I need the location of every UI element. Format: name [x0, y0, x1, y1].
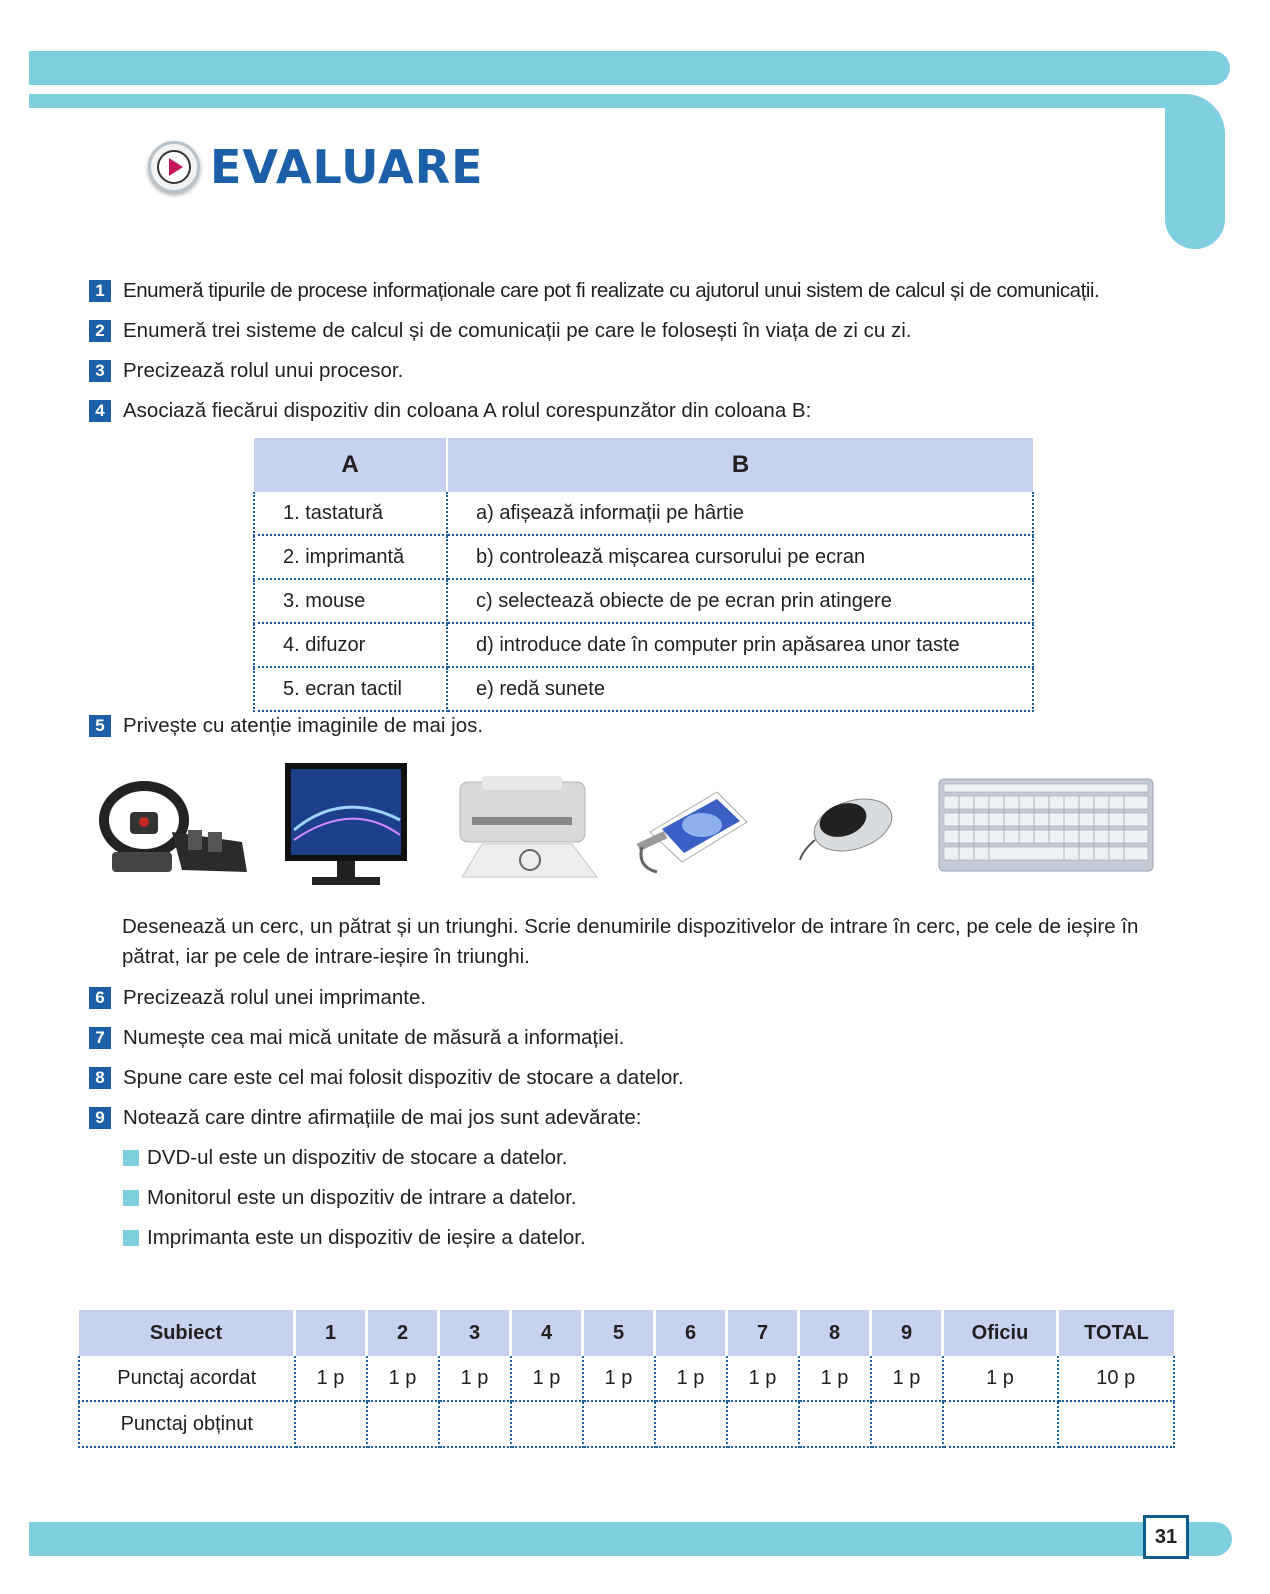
top-band	[29, 51, 1230, 85]
role-cell: d) introduce date în computer prin apăsarea unor taste	[447, 623, 1033, 667]
score-input-cell[interactable]	[727, 1401, 799, 1447]
statement-item	[123, 1146, 567, 1170]
score-cell: 1 p	[943, 1356, 1058, 1401]
question-text: Precizează rolul unui procesor.	[123, 359, 404, 382]
statement-item	[123, 1226, 586, 1250]
score-input-cell[interactable]	[439, 1401, 511, 1447]
device-cell: 1. tastatură	[254, 492, 447, 535]
header-cell: 5	[583, 1310, 655, 1356]
monitor-icon	[282, 760, 412, 890]
score-table	[78, 1310, 1175, 1448]
role-cell: c) selectează obiecte de pe ecran prin atingere	[447, 579, 1033, 623]
question-5	[89, 711, 483, 741]
header-cell: 2	[367, 1310, 439, 1356]
device-cell: 5. ecran tactil	[254, 667, 447, 711]
score-cell: 1 p	[871, 1356, 943, 1401]
header-cell: 4	[511, 1310, 583, 1356]
column-a-header: A	[254, 438, 447, 492]
score-input-cell[interactable]	[655, 1401, 727, 1447]
question-number: 2	[89, 320, 111, 342]
score-cell: 1 p	[583, 1356, 655, 1401]
table-row	[79, 1356, 1174, 1401]
table-row	[254, 492, 1033, 535]
score-input-cell[interactable]	[943, 1401, 1058, 1447]
question-5-instruction: Desenează un cerc, un pătrat și un triunghi. Scrie denumirile dispozitivelor de intrare în cerc, pe cele de ieșire în pătrat, iar pe cele de intrare-ieșire în triunghi.	[122, 915, 1139, 968]
header-cell: 8	[799, 1310, 871, 1356]
question-2	[89, 316, 911, 346]
question-3	[89, 356, 403, 386]
header-cell: TOTAL	[1058, 1310, 1175, 1356]
matching-table	[253, 438, 1034, 712]
question-text: Precizează rolul unei imprimante.	[123, 986, 427, 1009]
role-cell: b) controlează mișcarea cursorului pe ecran	[447, 535, 1033, 579]
steering-wheel-icon	[92, 772, 252, 882]
question-9	[89, 1103, 641, 1133]
statement-text: Imprimanta este un dispozitiv de ieșire a datelor.	[147, 1226, 586, 1249]
statement-item	[123, 1186, 577, 1210]
header-cell: Oficiu	[943, 1310, 1058, 1356]
question-6	[89, 983, 426, 1013]
question-7	[89, 1023, 624, 1053]
printer-icon	[452, 772, 602, 887]
score-input-cell[interactable]	[1058, 1401, 1175, 1447]
score-header-row	[79, 1310, 1174, 1356]
modem-icon	[632, 777, 752, 882]
header-cell: 3	[439, 1310, 511, 1356]
row-label: Punctaj obținut	[79, 1401, 295, 1447]
score-cell: 1 p	[511, 1356, 583, 1401]
header-cell: 7	[727, 1310, 799, 1356]
role-cell: e) redă sunete	[447, 667, 1033, 711]
device-images	[0, 752, 1270, 902]
question-number: 7	[89, 1027, 111, 1049]
score-input-cell[interactable]	[583, 1401, 655, 1447]
question-number: 5	[89, 715, 111, 737]
column-b-header: B	[447, 438, 1033, 492]
header-cell: 9	[871, 1310, 943, 1356]
score-cell: 1 p	[439, 1356, 511, 1401]
checkbox-square-icon[interactable]	[123, 1150, 139, 1166]
score-cell: 1 p	[799, 1356, 871, 1401]
statement-text: Monitorul este un dispozitiv de intrare a datelor.	[147, 1186, 577, 1209]
question-text: Enumeră trei sisteme de calcul și de comunicații pe care le folosești în viața de zi cu zi.	[123, 319, 912, 342]
question-number: 6	[89, 987, 111, 1009]
device-cell: 2. imprimantă	[254, 535, 447, 579]
question-number: 1	[89, 280, 111, 302]
row-label: Punctaj acordat	[79, 1356, 295, 1401]
question-text: Enumeră tipurile de procese informaționale care pot fi realizate cu ajutorul unui sistem de calcul și de comunicații.	[123, 279, 1100, 302]
score-input-cell[interactable]	[295, 1401, 367, 1447]
device-cell: 3. mouse	[254, 579, 447, 623]
question-text: Asociază fiecărui dispozitiv din coloana A rolul corespunzător din coloana B:	[123, 399, 812, 422]
header-cell: 1	[295, 1310, 367, 1356]
score-cell: 1 p	[727, 1356, 799, 1401]
score-cell: 1 p	[655, 1356, 727, 1401]
question-text: Notează care dintre afirmațiile de mai jos sunt adevărate:	[123, 1106, 642, 1129]
score-input-cell[interactable]	[367, 1401, 439, 1447]
page-number: 31	[1143, 1515, 1189, 1559]
play-icon	[148, 141, 200, 193]
keyboard-icon	[938, 778, 1154, 872]
device-cell: 4. difuzor	[254, 623, 447, 667]
score-cell: 10 p	[1058, 1356, 1175, 1401]
checkbox-square-icon[interactable]	[123, 1230, 139, 1246]
table-row	[254, 623, 1033, 667]
table-row	[254, 579, 1033, 623]
score-input-cell[interactable]	[871, 1401, 943, 1447]
question-number: 3	[89, 360, 111, 382]
question-text: Spune care este cel mai folosit dispozitiv de stocare a datelor.	[123, 1066, 684, 1089]
question-number: 9	[89, 1107, 111, 1129]
question-8	[89, 1063, 684, 1093]
score-cell: 1 p	[367, 1356, 439, 1401]
header-cell: Subiect	[79, 1310, 295, 1356]
statement-text: DVD-ul este un dispozitiv de stocare a datelor.	[147, 1146, 568, 1169]
section-header	[148, 140, 484, 194]
question-1	[89, 276, 1099, 306]
mouse-icon	[795, 790, 900, 865]
question-number: 8	[89, 1067, 111, 1089]
header-cell: 6	[655, 1310, 727, 1356]
checkbox-square-icon[interactable]	[123, 1190, 139, 1206]
question-number: 4	[89, 400, 111, 422]
role-cell: a) afișează informații pe hârtie	[447, 492, 1033, 535]
question-text: Privește cu atenție imaginile de mai jos.	[123, 714, 484, 737]
score-input-cell[interactable]	[799, 1401, 871, 1447]
question-text: Numește cea mai mică unitate de măsură a informației.	[123, 1026, 625, 1049]
score-cell: 1 p	[295, 1356, 367, 1401]
table-row	[254, 535, 1033, 579]
table-row	[254, 667, 1033, 711]
bottom-band	[29, 1522, 1232, 1556]
top-band-curve	[1165, 94, 1225, 249]
page-title: EVALUARE	[210, 140, 484, 194]
score-input-cell[interactable]	[511, 1401, 583, 1447]
table-row	[79, 1401, 1174, 1447]
question-4	[89, 396, 811, 426]
top-band-secondary	[29, 94, 1167, 108]
